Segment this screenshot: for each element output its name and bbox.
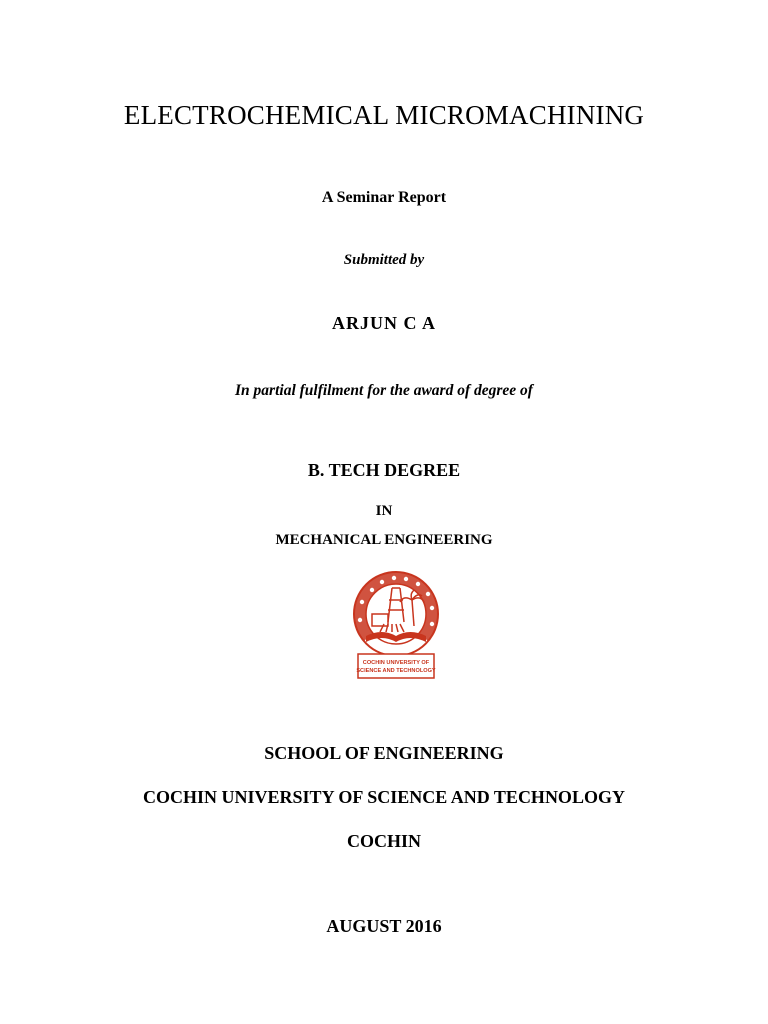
university-emblem-icon <box>342 570 450 682</box>
fulfilment-statement: In partial fulfilment for the award of degree of <box>235 382 533 399</box>
logo-label-line1: COCHIN UNIVERSITY OF <box>362 660 430 666</box>
university-name: COCHIN UNIVERSITY OF SCIENCE AND TECHNOLOGY <box>143 787 625 807</box>
branch-name: MECHANICAL ENGINEERING <box>275 532 493 548</box>
school-name: SCHOOL OF ENGINEERING <box>264 743 504 763</box>
in-label: IN <box>375 503 393 519</box>
university-logo <box>342 570 450 682</box>
report-date: AUGUST 2016 <box>326 916 442 936</box>
author-name: ARJUN C A <box>331 313 436 333</box>
submitted-by-label: Submitted by <box>343 252 425 268</box>
city-name: COCHIN <box>346 831 421 851</box>
report-title: ELECTROCHEMICAL MICROMACHINING <box>123 100 645 130</box>
report-subtitle: A Seminar Report <box>321 189 447 206</box>
logo-label-line2: SCIENCE AND TECHNOLOGY <box>356 668 436 674</box>
degree-name: B. TECH DEGREE <box>307 460 461 480</box>
